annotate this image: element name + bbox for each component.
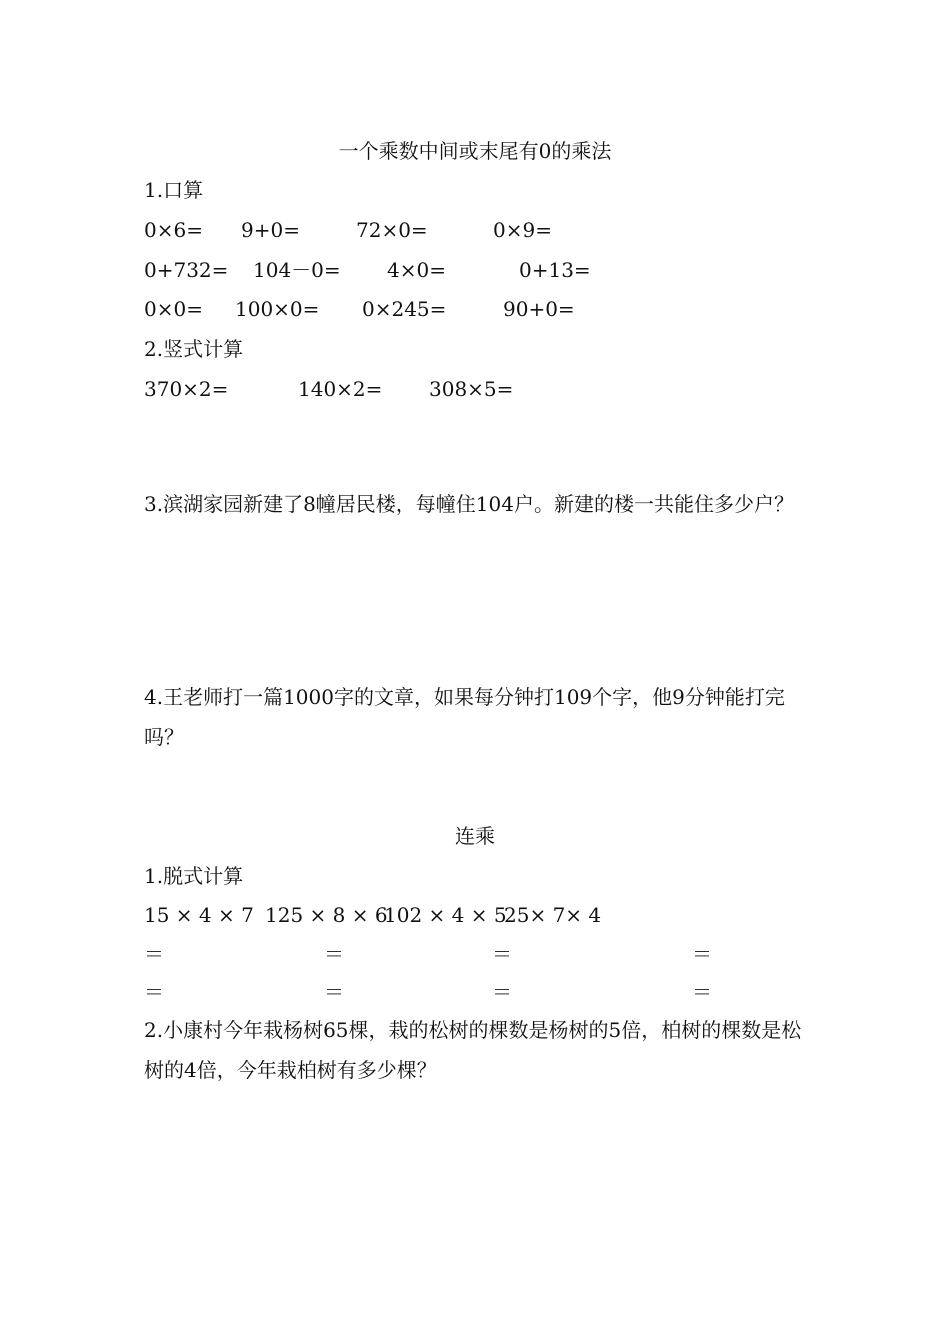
word-problem-connected: 2.小康村今年栽杨树65棵，栽的松树的棵数是杨树的5倍，柏树的棵数是松树的4倍，今年栽柏树有多少棵？ — [144, 1018, 802, 1082]
oral-item: 0+732= — [144, 258, 229, 282]
oral-item: 0×245= — [362, 297, 447, 321]
expression: 102 × 4 × 5 — [384, 903, 507, 927]
oral-item: 72×0= — [356, 218, 428, 242]
word-problem-4: 4.王老师打一篇1000字的文章，如果每分钟打109个字，他9分钟能打完吗？ — [144, 685, 785, 749]
vertical-item: 140×2= — [298, 377, 383, 401]
equals-sign: ＝ — [144, 942, 164, 966]
oral-item: 0+13= — [519, 258, 591, 282]
step-calc-heading: 1.脱式计算 — [144, 864, 244, 888]
equals-sign: ＝ — [144, 980, 164, 1004]
section1-title: 一个乘数中间或末尾有0的乘法 — [338, 139, 612, 163]
vertical-calc-heading: 2.竖式计算 — [144, 337, 244, 361]
oral-item: 90+0= — [503, 297, 575, 321]
oral-item: 0×9= — [493, 218, 552, 242]
expression: 25× 7× 4 — [504, 903, 602, 927]
equals-sign: ＝ — [324, 942, 344, 966]
oral-item: 9+0= — [241, 218, 300, 242]
equals-sign: ＝ — [692, 980, 712, 1004]
equals-sign: ＝ — [492, 980, 512, 1004]
expression: 125 × 8 × 6 — [265, 903, 388, 927]
oral-calc-heading: 1.口算 — [144, 178, 204, 202]
section2-title: 连乘 — [455, 824, 495, 848]
equals-sign: ＝ — [324, 980, 344, 1004]
oral-item: 4×0= — [387, 258, 446, 282]
vertical-item: 370×2= — [144, 377, 229, 401]
equals-sign: ＝ — [692, 942, 712, 966]
oral-item: 104－0= — [253, 258, 341, 282]
word-problem-3: 3.滨湖家园新建了8幢居民楼，每幢住104户。新建的楼一共能住多少户？ — [144, 492, 794, 516]
oral-item: 0×6= — [144, 218, 203, 242]
equals-sign: ＝ — [492, 942, 512, 966]
expression: 15 × 4 × 7 — [144, 903, 254, 927]
oral-item: 0×0= — [144, 297, 203, 321]
oral-item: 100×0= — [235, 297, 320, 321]
vertical-item: 308×5= — [429, 377, 514, 401]
